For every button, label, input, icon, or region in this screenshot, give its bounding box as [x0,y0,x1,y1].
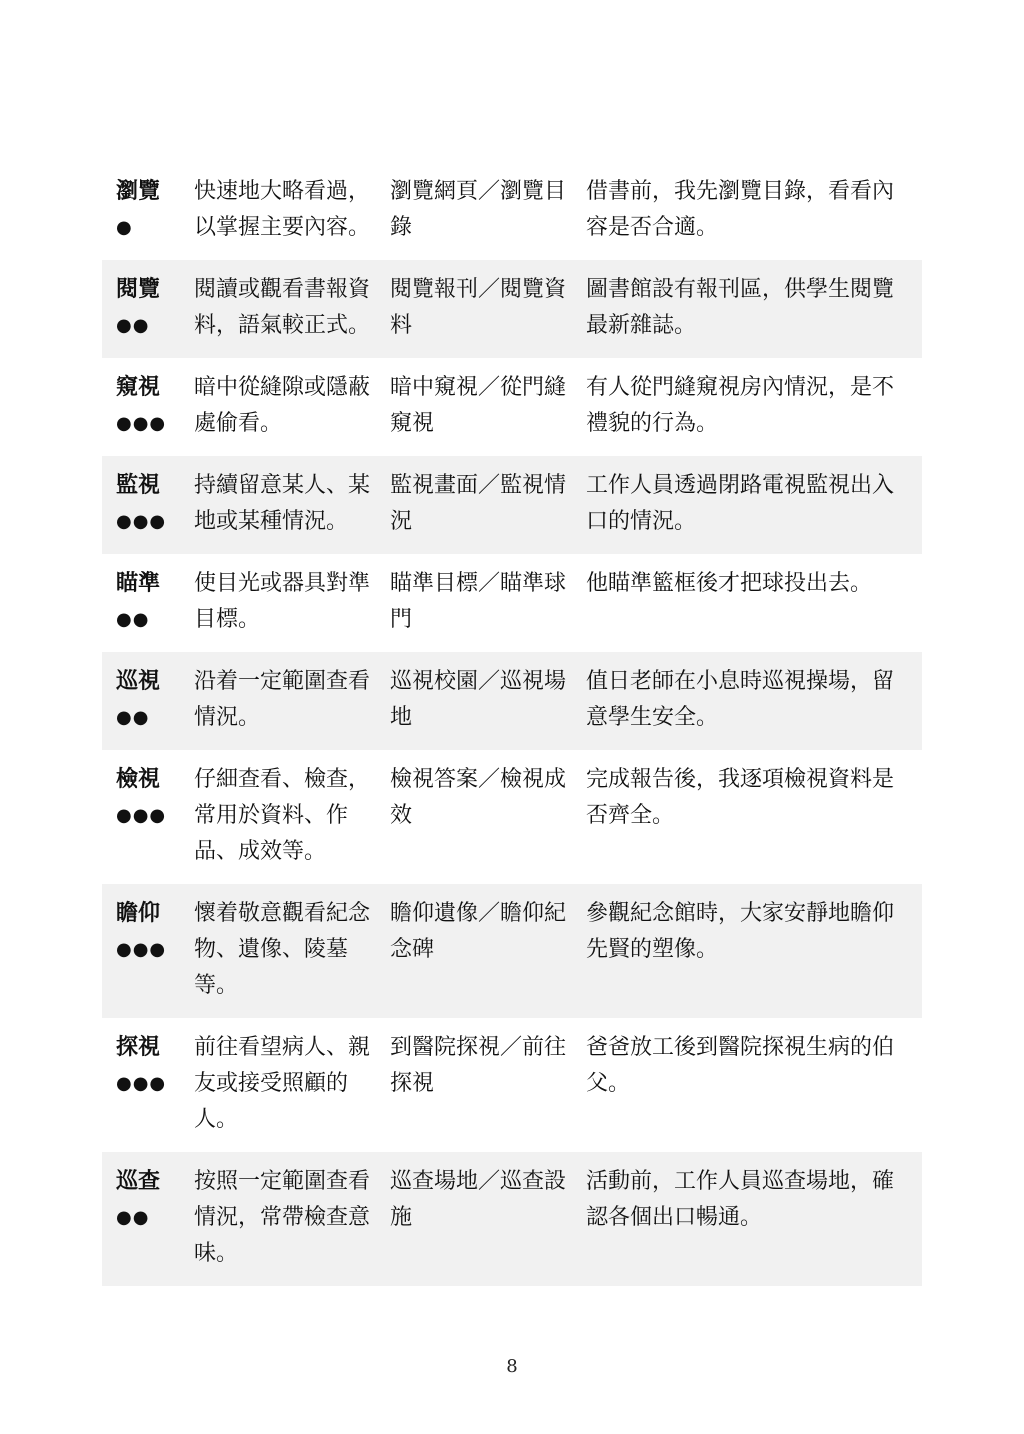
table-row [102,358,922,456]
word-cell [102,456,186,554]
difficulty-dots: ●● [116,609,150,630]
word-label: 窺視 [116,375,161,400]
difficulty-dots: ●●● [116,1073,167,1094]
word-label: 監視 [116,473,161,498]
word-cell [102,884,186,1018]
difficulty-dots: ●●● [116,805,167,826]
example-cell: 借書前，我先瀏覽目錄，看看內容是否合適。 [586,179,895,240]
table-row [102,260,922,358]
difficulty-dots: ●●● [116,939,167,960]
word-label: 探視 [116,1035,161,1060]
vocabulary-table [102,162,922,1286]
word-cell [102,162,186,260]
meaning-cell: 閱讀或觀看書報資料，語氣較正式。 [186,260,382,358]
table-row [102,554,922,652]
meaning-cell: 仔細查看、檢查，常用於資料、作品、成效等。 [194,767,371,864]
difficulty-dots: ●●● [116,511,167,532]
word-cell [102,260,186,358]
collocation-cell: 瞄準目標／瞄準球門 [390,571,567,632]
table-row [102,884,922,1018]
example-cell: 活動前，工作人員巡查場地，確認各個出口暢通。 [578,1152,922,1286]
collocation-cell: 監視畫面／監視情況 [382,456,578,554]
word-cell [102,358,186,456]
vocabulary-table-body [102,162,922,1286]
example-cell: 圖書館設有報刊區，供學生閱覽最新雜誌。 [578,260,922,358]
table-row [102,162,922,260]
example-cell: 參觀紀念館時，大家安靜地瞻仰先賢的塑像。 [578,884,922,1018]
collocation-cell: 閱覽報刊／閱覽資料 [382,260,578,358]
collocation-cell: 到醫院探視／前往探視 [390,1035,567,1096]
page-number: 8 [506,1356,518,1377]
collocation-cell: 檢視答案／檢視成效 [390,767,567,828]
word-label: 巡視 [116,669,161,694]
difficulty-dots: ●● [116,707,150,728]
word-cell [102,1152,186,1286]
collocation-cell: 巡查場地／巡查設施 [382,1152,578,1286]
table-row [102,456,922,554]
meaning-cell: 懷着敬意觀看紀念物、遺像、陵墓等。 [186,884,382,1018]
collocation-cell: 瀏覽網頁／瀏覽目錄 [390,179,567,240]
example-cell: 他瞄準籃框後才把球投出去。 [586,571,873,596]
collocation-cell: 暗中窺視／從門縫窺視 [390,375,567,436]
table-row [102,652,922,750]
meaning-cell: 持續留意某人、某地或某種情況。 [186,456,382,554]
meaning-cell: 按照一定範圍查看情況，常帶檢查意味。 [186,1152,382,1286]
table-row [102,1018,922,1152]
meaning-cell: 使目光或器具對準目標。 [194,571,371,632]
table-row [102,750,922,884]
example-cell: 值日老師在小息時巡視操場，留意學生安全。 [578,652,922,750]
meaning-cell: 沿着一定範圍查看情況。 [186,652,382,750]
meaning-cell: 前往看望病人、親友或接受照顧的人。 [194,1035,371,1132]
word-label: 瞻仰 [116,901,161,926]
example-cell: 完成報告後，我逐項檢視資料是否齊全。 [586,767,895,828]
meaning-cell: 暗中從縫隙或隱蔽處偷看。 [194,375,371,436]
example-cell: 工作人員透過閉路電視監視出入口的情況。 [578,456,922,554]
word-cell [102,750,186,884]
table-row [102,1152,922,1286]
word-label: 檢視 [116,767,161,792]
collocation-cell: 巡視校園／巡視場地 [382,652,578,750]
word-label: 閱覽 [116,277,161,302]
word-label: 巡查 [116,1169,161,1194]
meaning-cell: 快速地大略看過，以掌握主要內容。 [194,179,371,240]
difficulty-dots: ●●● [116,413,167,434]
word-label: 瞄準 [116,571,161,596]
word-cell [102,554,186,652]
word-cell [102,652,186,750]
word-cell [102,1018,186,1152]
example-cell: 爸爸放工後到醫院探視生病的伯父。 [586,1035,895,1096]
difficulty-dots: ● [116,217,133,238]
difficulty-dots: ●● [116,1207,150,1228]
collocation-cell: 瞻仰遺像／瞻仰紀念碑 [382,884,578,1018]
word-label: 瀏覽 [116,179,161,204]
difficulty-dots: ●● [116,315,150,336]
example-cell: 有人從門縫窺視房內情況，是不禮貌的行為。 [586,375,895,436]
